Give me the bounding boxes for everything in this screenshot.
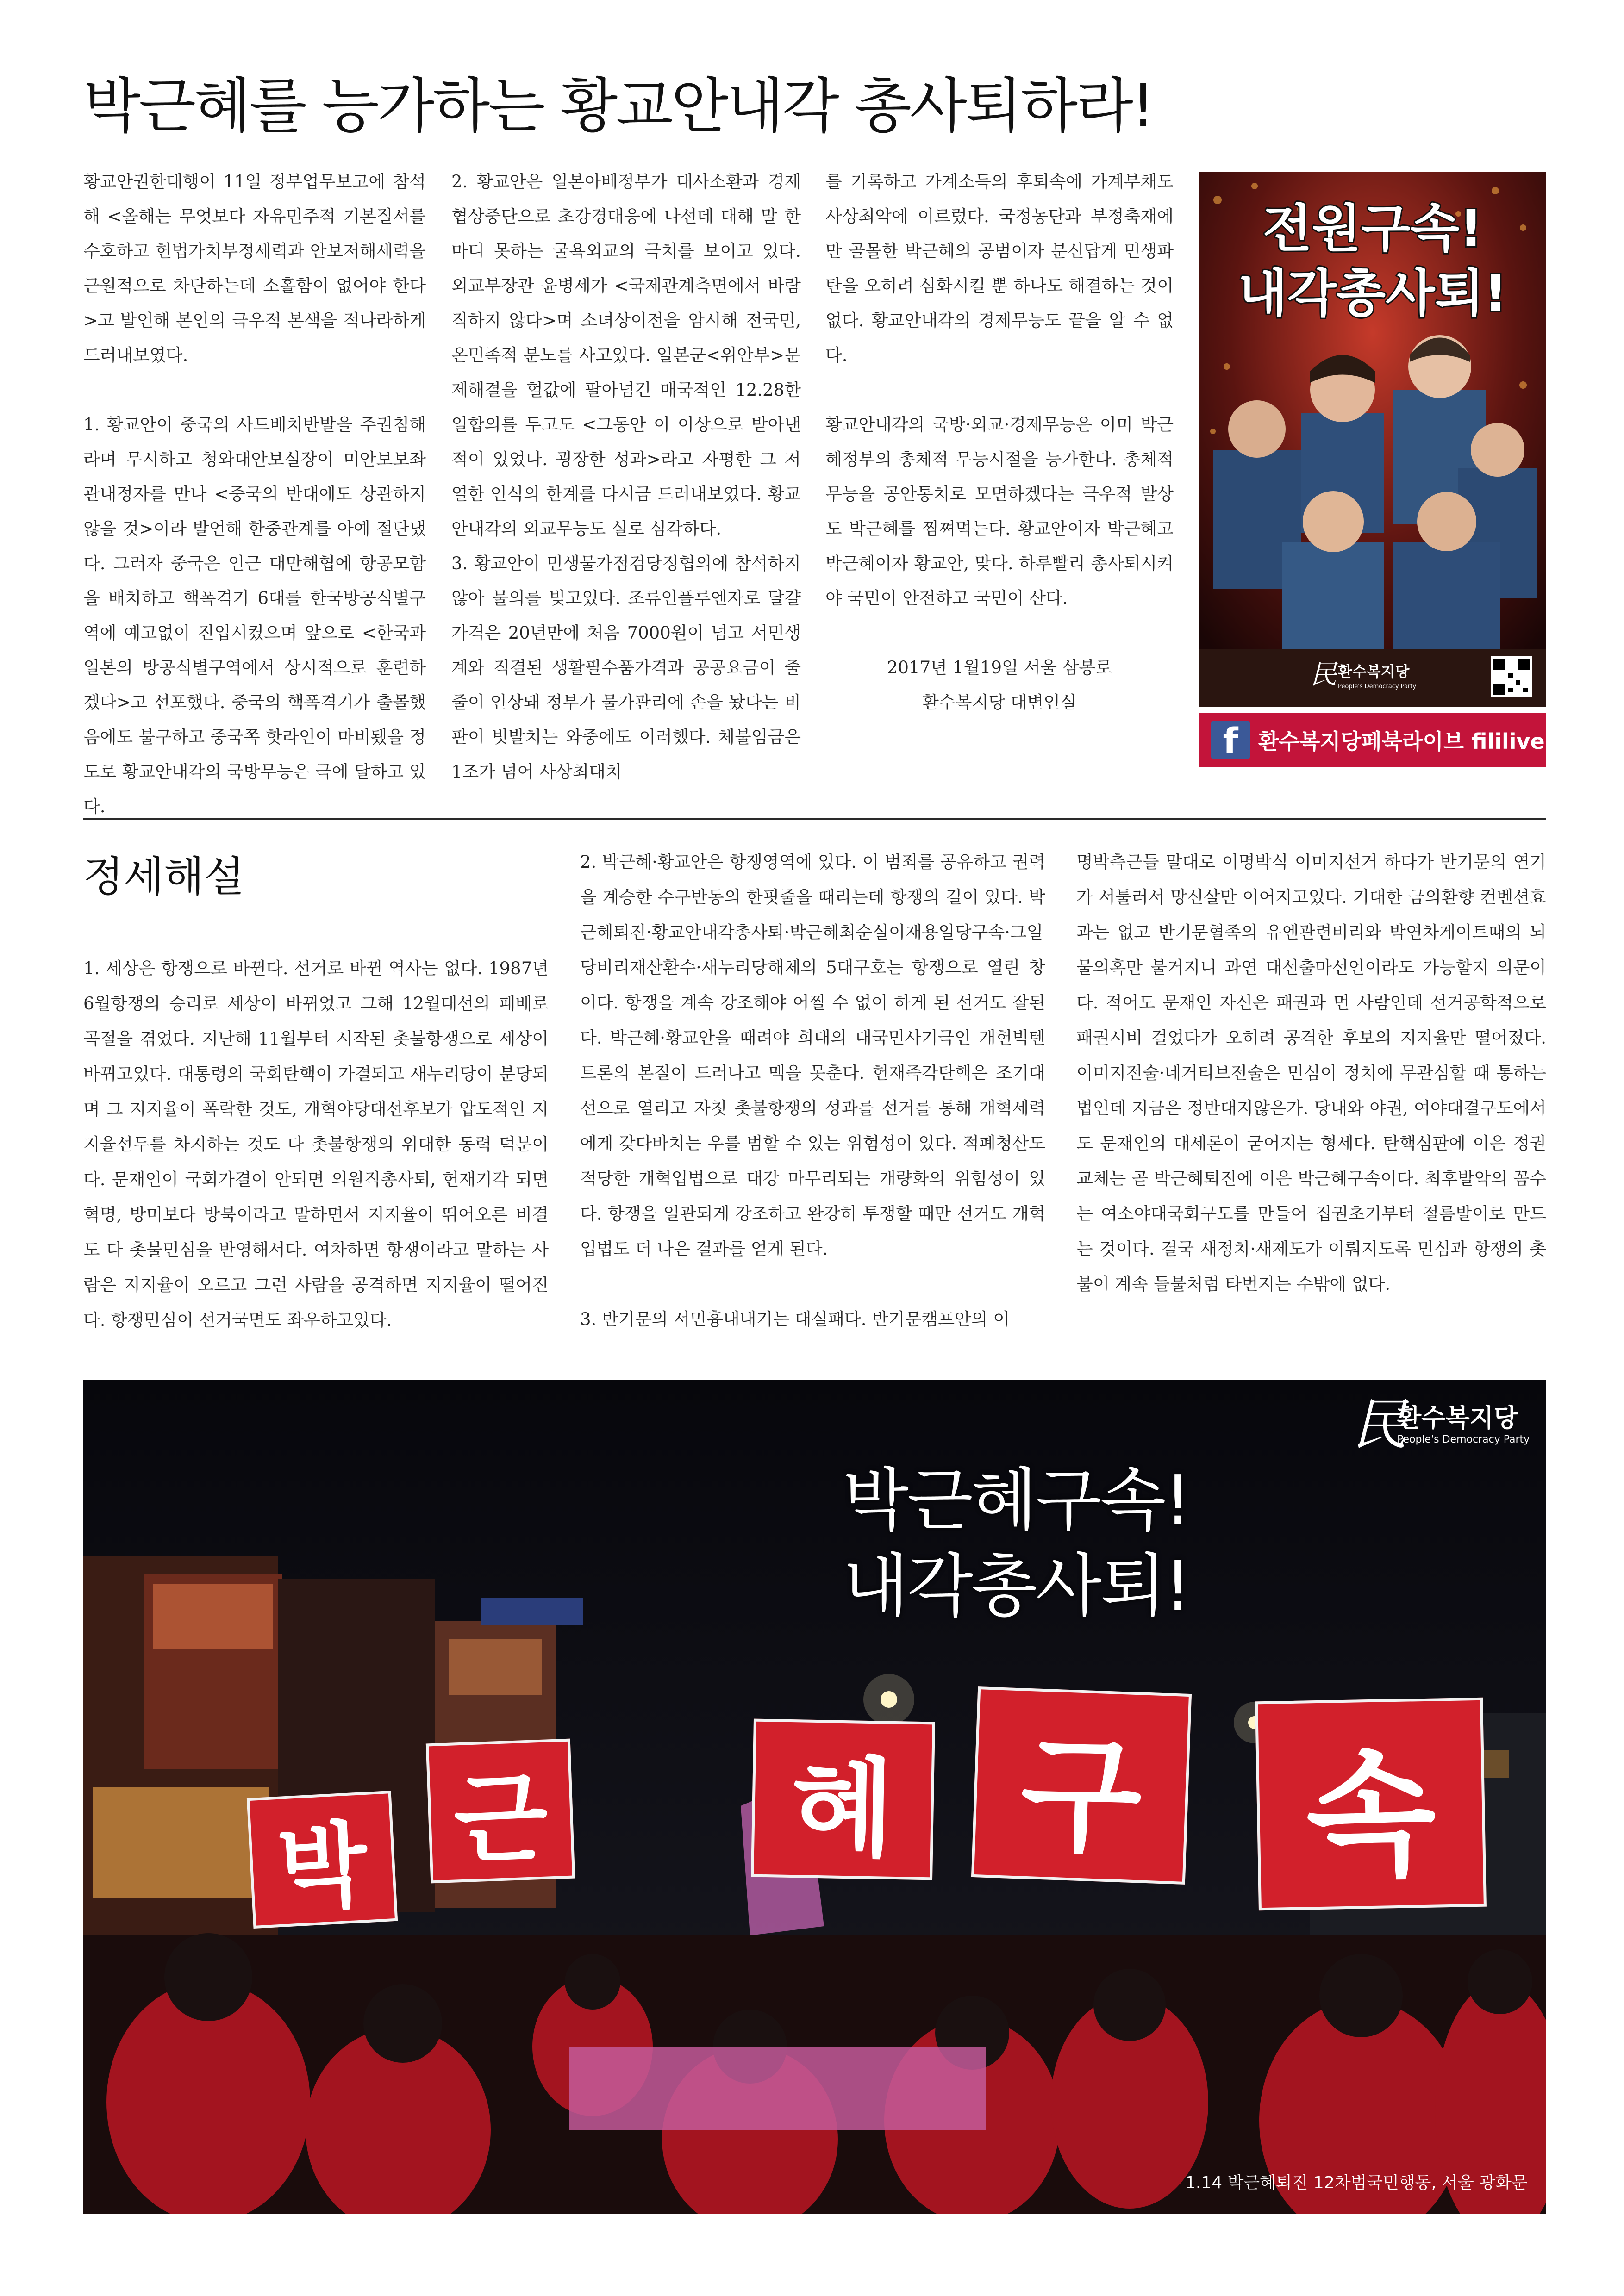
photo-caption: 1.14 박근혜퇴진 12차범국민행동, 서울 광화문: [1185, 2173, 1528, 2192]
article-paragraph: 황교안권한대행이 11일 정부업무보고에 참석해 <올해는 무엇보다 자유민주적 기본질서를 수호하고 헌법가치부정세력과 안보저해세력을 근원적으로 차단하는데 소홀함이 없어야 한다>고 발언해 본인의 극우적 본색을 적나라하게 드러내보였다.: [83, 172, 426, 365]
article-column-1: [83, 164, 426, 824]
photo-title-line2: 내각총사퇴!: [843, 1546, 1190, 1626]
protest-sign-letter: 속: [1305, 1737, 1437, 1895]
analysis-column-2: [580, 845, 1045, 1337]
article-paragraph: 를 기록하고 가계소득의 후퇴속에 가계부채도 사상최악에 이르렀다. 국정농단과 부정축재에만 골몰한 박근혜의 공범이자 분신답게 민생파탄을 오히려 심화시킬 뿐 하나도 해결하는 것이 없다. 황교안내각의 경제무능도 끝을 알 수 없다.: [825, 172, 1174, 365]
analysis-column-3: [1076, 845, 1546, 1302]
party-logo-hanja: 民: [1352, 1393, 1407, 1457]
photo-title-line1: 박근혜구속!: [843, 1461, 1190, 1540]
analysis-column-1: [83, 951, 549, 1338]
facebook-live-label: 환수복지당페북라이브 fililive: [1258, 729, 1545, 754]
facebook-live-bar[interactable]: [1199, 713, 1546, 767]
poster-image: [1199, 172, 1546, 707]
poster-party-name: 환수복지당: [1338, 663, 1410, 680]
article-dateline: 2017년 1월19일 서울 삼봉로: [887, 658, 1112, 678]
analysis-paragraph: 1. 세상은 항쟁으로 바뀐다. 선거로 바뀐 역사는 없다. 1987년 6월항쟁의 승리로 세상이 바뀌었고 그해 12월대선의 패배로 곡절을 겪었다. 지난해 11월부터 시작된 촛불항쟁으로 세상이 바뀌고있다. 대통령의 국회탄핵이 가결되고 새누리당이 분당되며 그 지지율이 폭락한 것도, 개혁야당대선후보가 압도적인 지지율선두를 차지하는 것도 다 촛불항쟁의 위대한 동력 덕분이다. 문재인이 국회가결이 안되면 의원직총사퇴, 헌재기각 되면 혁명, 방미보다 방북이라고 말하면서 지지율이 뛰어오른 비결도 다 촛불민심을 반영해서다. 여차하면 항쟁이라고 말하는 사람은 지지율이 오르고 그런 사람을 공격하면 지지율이 떨어진다. 항쟁민심이 선거국면도 좌우하고있다.: [83, 958, 549, 1330]
poster-line2: 내각총사퇴!: [1238, 264, 1507, 323]
article-column-2: [451, 164, 801, 789]
analysis-paragraph: 명박측근들 말대로 이명박식 이미지선거 하다가 반기문의 연기가 서툴러서 망신살만 이어지고있다. 기대한 금의환향 컨벤션효과는 없고 반기문혈족의 유엔관련비리와 박연차게이트때의 뇌물의혹만 불거지니 과연 대선출마선언이라도 가능할지 의문이다. 적어도 문재인 자신은 패권과 먼 사람인데 선거공학적으로 패권시비 걸었다가 오히려 공격한 후보의 지지율만 떨어졌다. 이미지전술·네거티브전술은 민심이 정치에 무관심할 때 통하는 법인데 지금은 정반대지않은가. 당내와 야권, 여야대결구도에서도 문재인의 대세론이 굳어지는 형세다. 탄핵심판에 이은 정권교체는 곧 박근혜퇴진에 이은 박근혜구속이다. 최후발악의 꼼수는 여소야대국회구도를 만들어 집권초기부터 절름발이로 만드는 것이다. 결국 새정치·새제도가 이뤄지도록 민심과 항쟁의 촛불이 계속 들불처럼 타번지는 수밖에 없다.: [1076, 852, 1546, 1294]
qr-code-icon: [1491, 656, 1532, 697]
poster-party-en: People's Democracy Party: [1338, 683, 1417, 690]
poster-illustration: [1199, 172, 1546, 707]
section-title: 정세해설: [83, 852, 244, 901]
protest-sign-letter: 박: [275, 1811, 370, 1924]
protest-sign: [247, 1791, 398, 1929]
protest-sign-letter: 근: [451, 1761, 550, 1878]
analysis-paragraph: 3. 반기문의 서민흉내내기는 대실패다. 반기문캠프안의 이: [580, 1309, 1010, 1329]
photo-title: [843, 1458, 1190, 1629]
poster-party-hanja: 民: [1310, 659, 1337, 690]
protest-sign: [971, 1686, 1192, 1885]
party-logo-name: 환수복지당: [1397, 1403, 1518, 1432]
protest-sign: [1255, 1698, 1487, 1911]
article-paragraph: 1. 황교안이 중국의 사드배치반발을 주권침해라며 무시하고 청와대안보실장이 미안보보좌관내정자를 만나 <중국의 반대에도 상관하지 않을 것>이라 발언해 한중관계를 아예 절단냈다. 그러자 중국은 인근 대만해협에 항공모함을 배치하고 핵폭격기 6대를 한국방공식별구역에 예고없이 진입시켰으며 앞으로 <한국과 일본의 방공식별구역에서 상시적으로 훈련하겠다>고 선포했다. 중국의 핵폭격기가 출몰했음에도 불구하고 중국쪽 핫라인이 마비됐을 정도로 황교안내각의 국방무능은 극에 달하고 있다.: [83, 415, 426, 816]
protest-sign-letter: 구: [1018, 1721, 1144, 1871]
article-paragraph: 2. 황교안은 일본아베정부가 대사소환과 경제협상중단으로 초강경대응에 나선데 대해 말 한마디 못하는 굴욕외교의 극치를 보이고 있다. 외교부장관 윤병세가 <국제관계측면에서 바람직하지 않다>며 소녀상이전을 암시해 전국민, 온민족적 분노를 사고있다. 일본군<위안부>문제해결을 헐값에 팔아넘긴 매국적인 12.28한일합의를 두고도 <그동안 이 이상으로 받아낸 적이 있었나. 굉장한 성과>라고 자평한 그 저열한 인식의 한계를 다시금 드러내보였다. 황교안내각의 외교무능도 실로 심각하다.: [451, 172, 801, 539]
section-divider: [83, 818, 1546, 820]
page-headline: 박근혜를 능가하는 황교안내각 총사퇴하라!: [83, 72, 1154, 141]
protest-sign: [751, 1719, 935, 1880]
protest-sign: [426, 1739, 575, 1884]
article-column-3: [825, 164, 1174, 720]
poster-line1: 전원구속!: [1262, 199, 1483, 258]
facebook-icon: f: [1211, 721, 1250, 759]
article-paragraph: 황교안내각의 국방·외교·경제무능은 이미 박근혜정부의 총체적 무능시절을 능가한다. 총체적 무능을 공안통치로 모면하겠다는 극우적 발상도 박근혜를 찜쪄먹는다. 황교안이자 박근혜고 박근혜이자 황교안, 맞다. 하루빨리 총사퇴시켜야 국민이 안전하고 국민이 산다.: [825, 415, 1174, 608]
article-paragraph: 3. 황교안이 민생물가점검당정협의에 참석하지않아 물의를 빚고있다. 조류인플루엔자로 달걀가격은 20년만에 처음 7000원이 넘고 서민생계와 직결된 생활필수품가격과 공공요금이 줄줄이 인상돼 정부가 물가관리에 손을 놨다는 비판이 빗발치는 와중에도 이러했다. 체불임금은 1조가 넘어 사상최대치: [451, 554, 801, 782]
party-logo-english: People's Democracy Party: [1397, 1434, 1530, 1445]
protest-sign-letter: 혜: [790, 1746, 896, 1872]
article-signature: 환수복지당 대변인실: [922, 692, 1077, 712]
analysis-paragraph: 2. 박근혜·황교안은 항쟁영역에 있다. 이 범죄를 공유하고 권력을 계승한 수구반동의 한핏줄을 때리는데 항쟁의 길이 있다. 박근혜퇴진·황교안내각총사퇴·박근혜최순실이재용일당구속·그일당비리재산환수·새누리당해체의 5대구호는 항쟁으로 열린 창이다. 항쟁을 계속 강조해야 어찔 수 없이 하게 된 선거도 잘된다. 박근혜·황교안을 때려야 희대의 대국민사기극인 개헌빅텐트론의 본질이 드러나고 맥을 못춘다. 헌재즉각탄핵은 조기대선으로 열리고 자칫 촛불항쟁의 성과를 선거를 통해 개혁세력에게 갖다바치는 우를 범할 수 있는 위험성이 있다. 적폐청산도 적당한 개혁입법으로 대강 마무리되는 개량화의 위험성이 있다. 항쟁을 일관되게 강조하고 완강히 투쟁할 때만 선거도 개혁입법도 더 나은 결과를 얻게 된다.: [580, 852, 1045, 1259]
protest-photo: [83, 1380, 1546, 2214]
